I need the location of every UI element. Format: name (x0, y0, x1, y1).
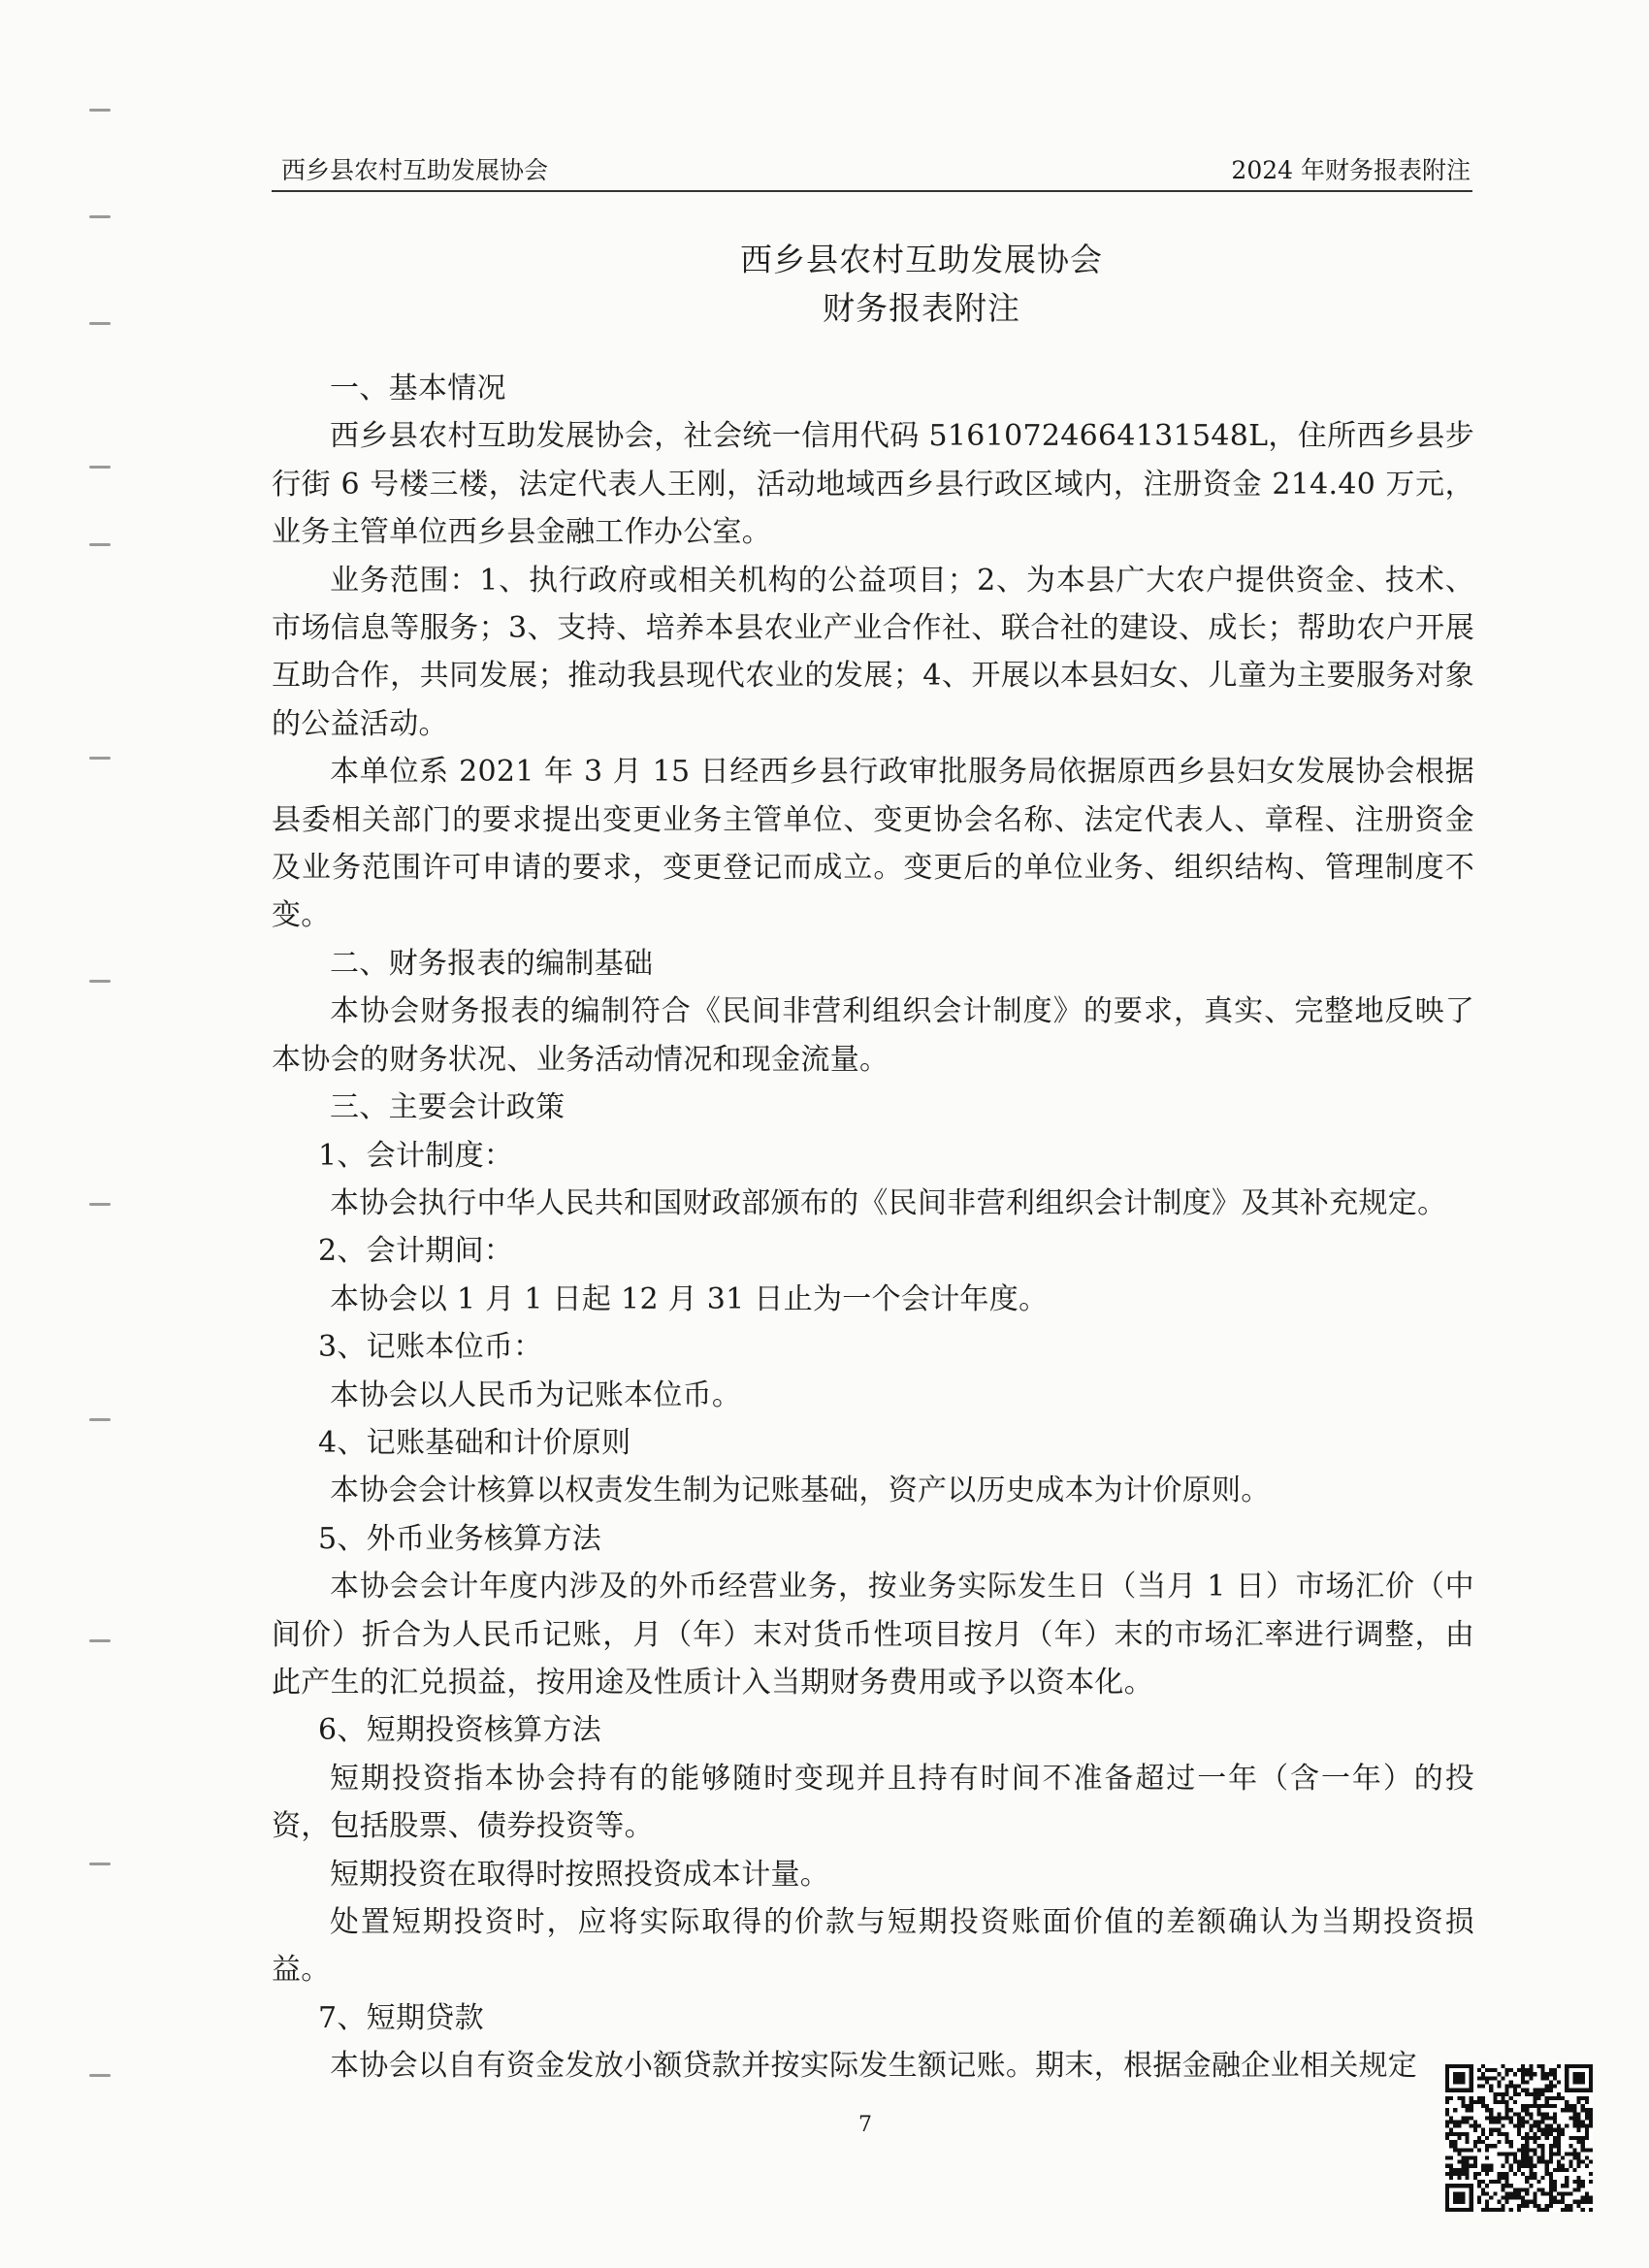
margin-mark (89, 322, 111, 325)
document-subtitle: 财务报表附注 (823, 289, 1020, 327)
qr-code (1445, 2064, 1593, 2212)
paragraph: 本协会会计年度内涉及的外币经营业务，按业务实际发生日（当月 1 日）市场汇价（中间价）折合为人民币记账，月（年）末对货币性项目按月（年）末的市场汇率进行调整，由此产生的汇兑损益，按用途及性质计入当期财务费用或予以资本化。 (272, 1570, 1474, 1700)
paragraph: 本协会以自有资金发放小额贷款并按实际发生额记账。期末，根据金融企业相关规定 (330, 2049, 1418, 2084)
margin-mark (89, 2074, 111, 2077)
header-report-title: 2024 年财务报表附注 (1231, 156, 1471, 184)
margin-mark (89, 543, 111, 546)
subsection-heading: 3、记账本位币： (318, 1330, 543, 1365)
paragraph: 西乡县农村互助发展协会，社会统一信用代码 51610724664131548L，住所西乡县步行街 6 号楼三楼，法定代表人王刚，活动地域西乡县行政区域内，注册资金 214.40 万元，业务主管单位西乡县金融工作办公室。 (272, 419, 1474, 550)
margin-mark (89, 1203, 111, 1206)
subsection-heading: 6、短期投资核算方法 (318, 1713, 602, 1748)
subsection-heading: 5、外币业务核算方法 (318, 1521, 602, 1556)
margin-mark (89, 109, 111, 112)
paragraph: 本协会以 1 月 1 日起 12 月 31 日止为一个会计年度。 (330, 1281, 1049, 1316)
document-body (272, 365, 1474, 2090)
margin-mark (89, 1639, 111, 1642)
paragraph: 处置短期投资时，应将实际取得的价款与短期投资账面价值的差额确认为当期投资损益。 (272, 1905, 1474, 1988)
paragraph: 短期投资在取得时按照投资成本计量。 (330, 1857, 830, 1892)
section-heading: 二、财务报表的编制基础 (330, 946, 654, 981)
document-title: 西乡县农村互助发展协会 (740, 241, 1103, 278)
paragraph: 本协会会计核算以权责发生制为记账基础，资产以历史成本为计价原则。 (330, 1474, 1271, 1508)
margin-mark (89, 215, 111, 218)
paragraph: 本单位系 2021 年 3 月 15 日经西乡县行政审批服务局依据原西乡县妇女发展协会根据县委相关部门的要求提出变更业务主管单位、变更协会名称、法定代表人、章程、注册资金及业务范围许可申请的要求，变更登记而成立。变更后的单位业务、组织结构、管理制度不变。 (272, 755, 1474, 933)
page-header (272, 144, 1472, 192)
subsection-heading: 4、记账基础和计价原则 (318, 1425, 631, 1460)
margin-mark (89, 757, 111, 760)
paragraph: 短期投资指本协会持有的能够随时变现并且持有时间不准备超过一年（含一年）的投资，包括股票、债券投资等。 (272, 1761, 1474, 1844)
section-heading: 一、基本情况 (330, 372, 506, 405)
subsection-heading: 2、会计期间： (318, 1234, 514, 1269)
margin-mark (89, 1418, 111, 1421)
page-number: 7 (858, 2113, 872, 2137)
subsection-heading: 1、会计制度： (318, 1138, 514, 1173)
paragraph: 业务范围：1、执行政府或相关机构的公益项目；2、为本县广大农户提供资金、技术、市场信息等服务；3、支持、培养本县农业产业合作社、联合社的建设、成长；帮助农户开展互助合作，共同发展；推动我县现代农业的发展；4、开展以本县妇女、儿童为主要服务对象的公益活动。 (272, 563, 1474, 741)
margin-mark (89, 980, 111, 983)
margin-mark (89, 1863, 111, 1865)
margin-mark (89, 466, 111, 469)
paragraph: 本协会执行中华人民共和国财政部颁布的《民间非营利组织会计制度》及其补充规定。 (330, 1185, 1447, 1220)
subsection-heading: 7、短期贷款 (318, 2000, 484, 2035)
section-heading: 三、主要会计政策 (330, 1090, 566, 1125)
paragraph: 本协会财务报表的编制符合《民间非营利组织会计制度》的要求，真实、完整地反映了本协会的财务状况、业务活动情况和现金流量。 (272, 994, 1474, 1077)
header-organization-name: 西乡县农村互助发展协会 (281, 156, 549, 184)
paragraph: 本协会以人民币为记账本位币。 (330, 1377, 742, 1412)
